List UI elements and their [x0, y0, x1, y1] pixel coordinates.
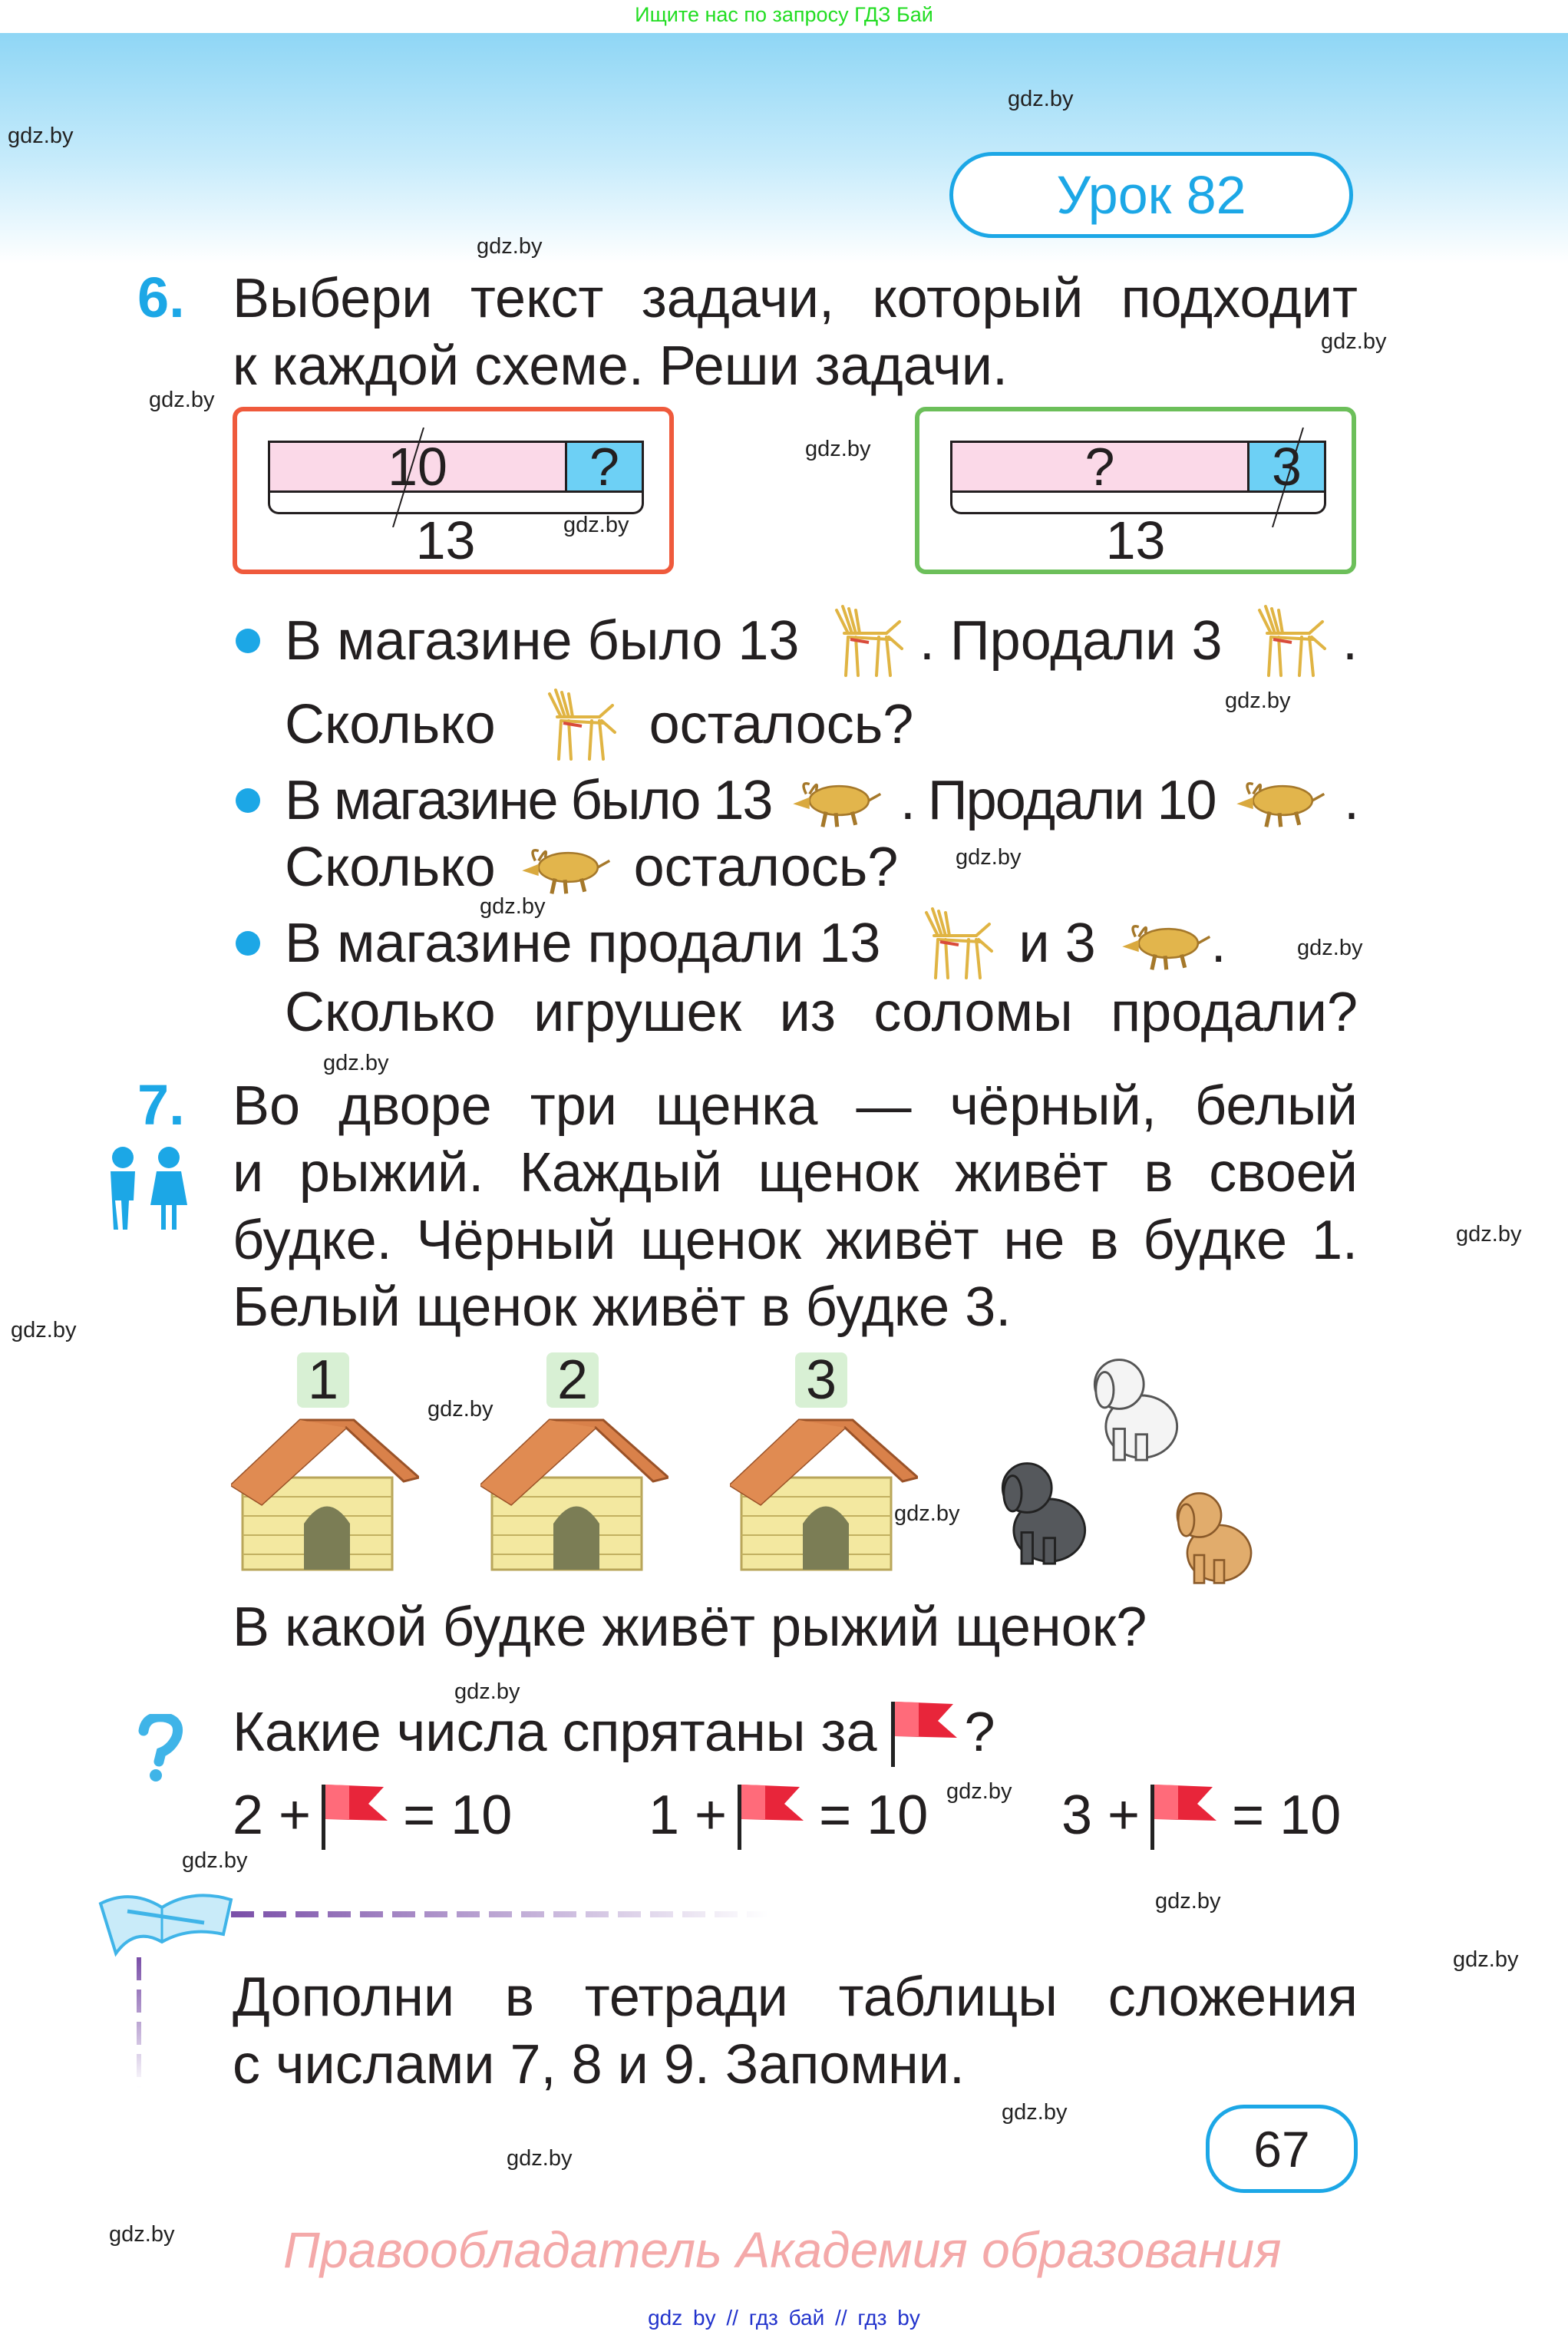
scheme-2-part-a: ?	[952, 443, 1247, 490]
text: .	[1342, 610, 1358, 672]
footer-links	[0, 2306, 1568, 2330]
footer-link[interactable]: gdz by	[648, 2306, 716, 2330]
scheme-2	[915, 407, 1356, 574]
text: . Продали 3	[919, 610, 1223, 672]
straw-bull-icon	[790, 762, 882, 839]
text: Сколько	[285, 694, 496, 755]
task-6-text-line: к каждой схеме. Реши задачи.	[233, 335, 1008, 397]
task-7-text-line: будке. Чёрный щенок живёт не в будке 1.	[233, 1210, 1358, 1271]
text: .	[1210, 913, 1226, 974]
straw-horse-icon	[1236, 603, 1329, 679]
text: осталось?	[633, 837, 899, 898]
footer-link[interactable]: гдз бай	[748, 2306, 825, 2330]
red-flag-icon	[319, 1781, 395, 1850]
watermark: gdz.by	[507, 2146, 573, 2171]
black-puppy-icon	[982, 1455, 1105, 1566]
watermark: gdz.by	[1321, 329, 1387, 354]
straw-horse-icon	[903, 905, 995, 982]
watermark: gdz.by	[1002, 2100, 1068, 2125]
lesson-label: Урок 82	[1056, 165, 1246, 225]
text: 2 +	[233, 1785, 312, 1846]
text: и 3	[1018, 913, 1096, 974]
question-mark-icon	[134, 1714, 188, 1783]
scheme-1-bar	[268, 437, 644, 497]
watermark: gdz.by	[1155, 1889, 1221, 1914]
bullet-icon	[236, 788, 260, 813]
text: осталось?	[649, 694, 914, 755]
notebook-icon	[97, 1881, 235, 1957]
option-2-line-1	[285, 762, 1358, 839]
equation-1	[233, 1781, 512, 1850]
top-search-note: Ищите нас по запросу ГДЗ Бай	[635, 3, 933, 26]
house-label-2: 2	[546, 1352, 599, 1408]
text: = 10	[1232, 1785, 1342, 1846]
watermark: gdz.by	[182, 1848, 248, 1873]
task-7-question: В какой будке живёт рыжий щенок?	[233, 1597, 1147, 1658]
equation-3	[1061, 1781, 1341, 1850]
watermark: gdz.by	[894, 1501, 960, 1526]
watermark: gdz.by	[946, 1779, 1012, 1804]
option-1-line-2	[285, 686, 913, 763]
red-flag-icon	[734, 1781, 811, 1850]
watermark: gdz.by	[149, 388, 215, 412]
doghouse-2-icon	[480, 1416, 668, 1574]
watermark: gdz.by	[477, 234, 543, 259]
doghouse-3-icon	[730, 1416, 918, 1574]
watermark: gdz.by	[11, 1318, 77, 1342]
watermark: gdz.by	[454, 1679, 520, 1704]
straw-bull-icon	[1233, 762, 1325, 839]
scheme-1	[233, 407, 674, 574]
dashed-divider	[231, 1911, 768, 1917]
bullet-icon	[236, 931, 260, 956]
equation-2	[649, 1781, 928, 1850]
text: В магазине было 13	[285, 610, 800, 672]
text: = 10	[403, 1785, 513, 1846]
pair-work-kids-icon	[100, 1145, 193, 1231]
homework-line: Дополни в тетради таблицы сложения	[233, 1966, 1358, 2028]
watermark: gdz.by	[1453, 1947, 1519, 1972]
straw-horse-icon	[527, 686, 619, 763]
house-label-3: 3	[795, 1352, 847, 1408]
option-2-line-2	[285, 829, 898, 906]
separator: //	[726, 2306, 738, 2330]
watermark: gdz.by	[805, 437, 871, 461]
text: . Продали 10	[900, 770, 1216, 831]
task-7-number: 7.	[137, 1073, 185, 1137]
scheme-1-part-a-value: 10	[388, 437, 447, 497]
watermark: gdz.by	[1225, 689, 1291, 713]
house-label-1: 1	[297, 1352, 349, 1408]
text: Сколько	[285, 837, 496, 898]
watermark: gdz.by	[323, 1051, 389, 1075]
watermark: gdz.by	[8, 124, 74, 148]
text: ?	[964, 1702, 995, 1763]
page-number	[1206, 2105, 1358, 2193]
watermark: gdz.by	[1456, 1222, 1522, 1247]
straw-bull-icon	[1119, 905, 1211, 982]
ginger-puppy-icon	[1145, 1485, 1283, 1585]
scheme-1-part-a	[270, 437, 565, 497]
watermark: gdz.by	[480, 894, 546, 919]
task-7-text-line: Белый щенок живёт в будке 3.	[233, 1276, 1012, 1338]
straw-horse-icon	[814, 603, 906, 679]
text: Какие числа спрятаны за	[233, 1702, 877, 1763]
text: .	[1343, 770, 1358, 831]
puzzle-question	[233, 1698, 995, 1767]
dashed-divider-vertical	[137, 1957, 141, 2088]
watermark: gdz.by	[109, 2222, 175, 2247]
scheme-1-total: 13	[415, 510, 476, 570]
white-puppy-icon	[1078, 1351, 1193, 1462]
watermark: gdz.by	[1008, 87, 1074, 111]
option-1-line-1	[285, 603, 1358, 679]
task-7-text-line: и рыжий. Каждый щенок живёт в своей	[233, 1142, 1358, 1204]
watermark: gdz.by	[427, 1397, 494, 1422]
option-3-line-1	[285, 905, 1290, 982]
watermark: gdz.by	[956, 845, 1022, 870]
text: В магазине было 13	[285, 770, 772, 831]
homework-line: с числами 7, 8 и 9. Запомни.	[233, 2034, 965, 2095]
watermark: gdz.by	[563, 513, 629, 537]
text: 1 +	[649, 1785, 728, 1846]
separator: //	[835, 2306, 847, 2330]
page-number-value: 67	[1253, 2120, 1310, 2178]
watermark: gdz.by	[1297, 936, 1363, 960]
bullet-icon	[236, 629, 260, 653]
footer-link[interactable]: гдз by	[857, 2306, 920, 2330]
option-3-line-2: Сколько игрушек из соломы продали?	[285, 982, 1358, 1043]
text: 3 +	[1061, 1785, 1141, 1846]
scheme-2-total: 13	[1105, 510, 1166, 570]
red-flag-icon	[1147, 1781, 1224, 1850]
scheme-2-part-b-value: 3	[1272, 437, 1302, 497]
scheme-1-part-b: ?	[565, 443, 642, 490]
scheme-2-part-b	[1247, 437, 1324, 497]
text: В магазине продали 13	[285, 913, 881, 974]
lesson-badge	[949, 152, 1353, 238]
task-6-number: 6.	[137, 266, 185, 329]
copyright-notice: Правообладатель Академия образования	[283, 2221, 1282, 2278]
task-6-text-line: Выбери текст задачи, который подходит	[233, 268, 1358, 329]
task-7-text-line: Во дворе три щенка — чёрный, белый	[233, 1075, 1358, 1137]
doghouse-1-icon	[231, 1416, 419, 1574]
red-flag-icon	[888, 1698, 965, 1767]
scheme-2-bar	[950, 437, 1326, 497]
text: = 10	[819, 1785, 929, 1846]
